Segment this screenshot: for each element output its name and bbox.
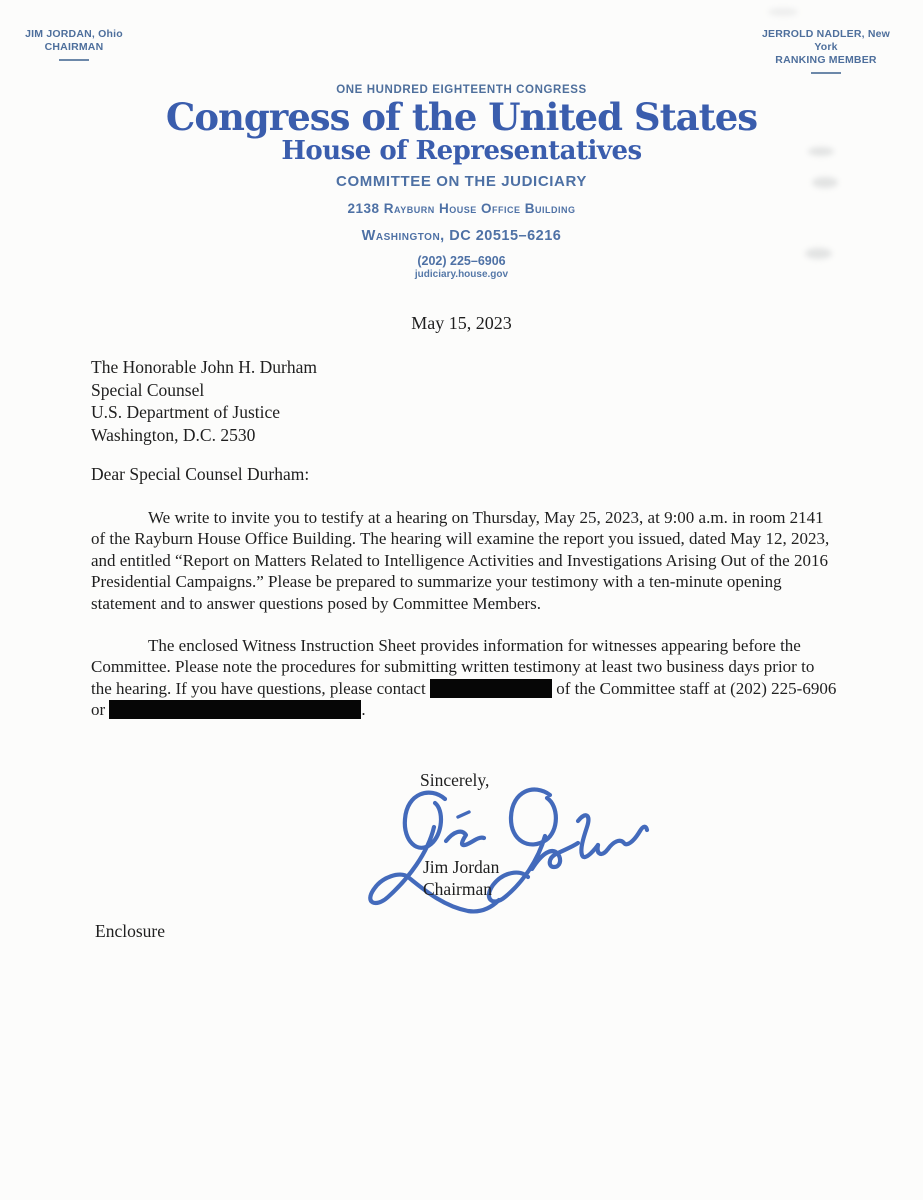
paragraph-1: We write to invite you to testify at a hearing on Thursday, May 25, 2023, at 9:00 a.m. in room 2141 of the Rayburn House Office Building. The hearing will examine the report you issued, dated May 12, 2023, and entitled “Report on Matters Related to Intelligence Activities and Investigations Arising Out of the 2016 Presidential Campaigns.” Please be prepared to summarize your testimony with a ten-minute opening statement and to answer questions posed by Committee Members.: [91, 508, 830, 613]
letter-body: [91, 507, 839, 721]
recipient-line: Washington, D.C. 2530: [91, 424, 256, 445]
signature-handwriting: [350, 781, 660, 921]
letter-date: May 15, 2023: [411, 313, 512, 333]
paragraph-2-text: The enclosed Witness Instruction Sheet provides information for witnesses appearing before the Committee. Please note the procedures for submitting written testimony at least two business days prior to the hearing. If you have questions, please contact: [91, 636, 815, 698]
congress-session: ONE HUNDRED EIGHTEENTH CONGRESS: [336, 84, 587, 96]
letterhead-address-line2: Washington, DC 20515–6216: [361, 228, 562, 244]
letterhead-address-line1: 2138 Rayburn House Office Building: [347, 201, 576, 216]
scan-smudge: [812, 177, 838, 188]
paragraph-2-text: .: [361, 700, 366, 720]
org-name-line1: Congress of the United States: [165, 95, 758, 139]
paragraph-2-text: of the Committee staff at (202) 225-6906 or: [91, 678, 837, 720]
recipient-address: [91, 356, 317, 446]
recipient-line: Special Counsel: [91, 379, 205, 400]
salutation: Dear Special Counsel Durham:: [91, 464, 310, 484]
redaction-bar: [109, 700, 361, 719]
chairman-title: CHAIRMAN: [44, 41, 104, 53]
letterhead: [0, 0, 923, 280]
signer-name: Jim Jordan: [423, 857, 500, 877]
committee-name: COMMITTEE ON THE JUDICIARY: [336, 173, 587, 190]
letterhead-phone: (202) 225–6906: [417, 254, 506, 268]
scan-smudge: [768, 8, 798, 16]
org-name-line2: House of Representatives: [281, 136, 642, 166]
chairman-name: JIM JORDAN, Ohio: [25, 28, 123, 40]
recipient-line: U.S. Department of Justice: [91, 402, 281, 422]
signer-title: Chairman: [423, 879, 493, 899]
ranking-member-title: RANKING MEMBER: [775, 54, 877, 66]
scan-smudge: [808, 147, 834, 156]
closing: Sincerely,: [420, 770, 490, 790]
letterhead-website: judiciary.house.gov: [414, 269, 509, 280]
recipient-line: The Honorable John H. Durham: [91, 357, 317, 377]
redaction-bar: [430, 679, 552, 698]
scan-smudge: [805, 248, 832, 259]
enclosure-note: Enclosure: [95, 921, 165, 941]
ranking-member-name: JERROLD NADLER, New York: [761, 28, 891, 53]
paragraph-2: [91, 635, 839, 721]
